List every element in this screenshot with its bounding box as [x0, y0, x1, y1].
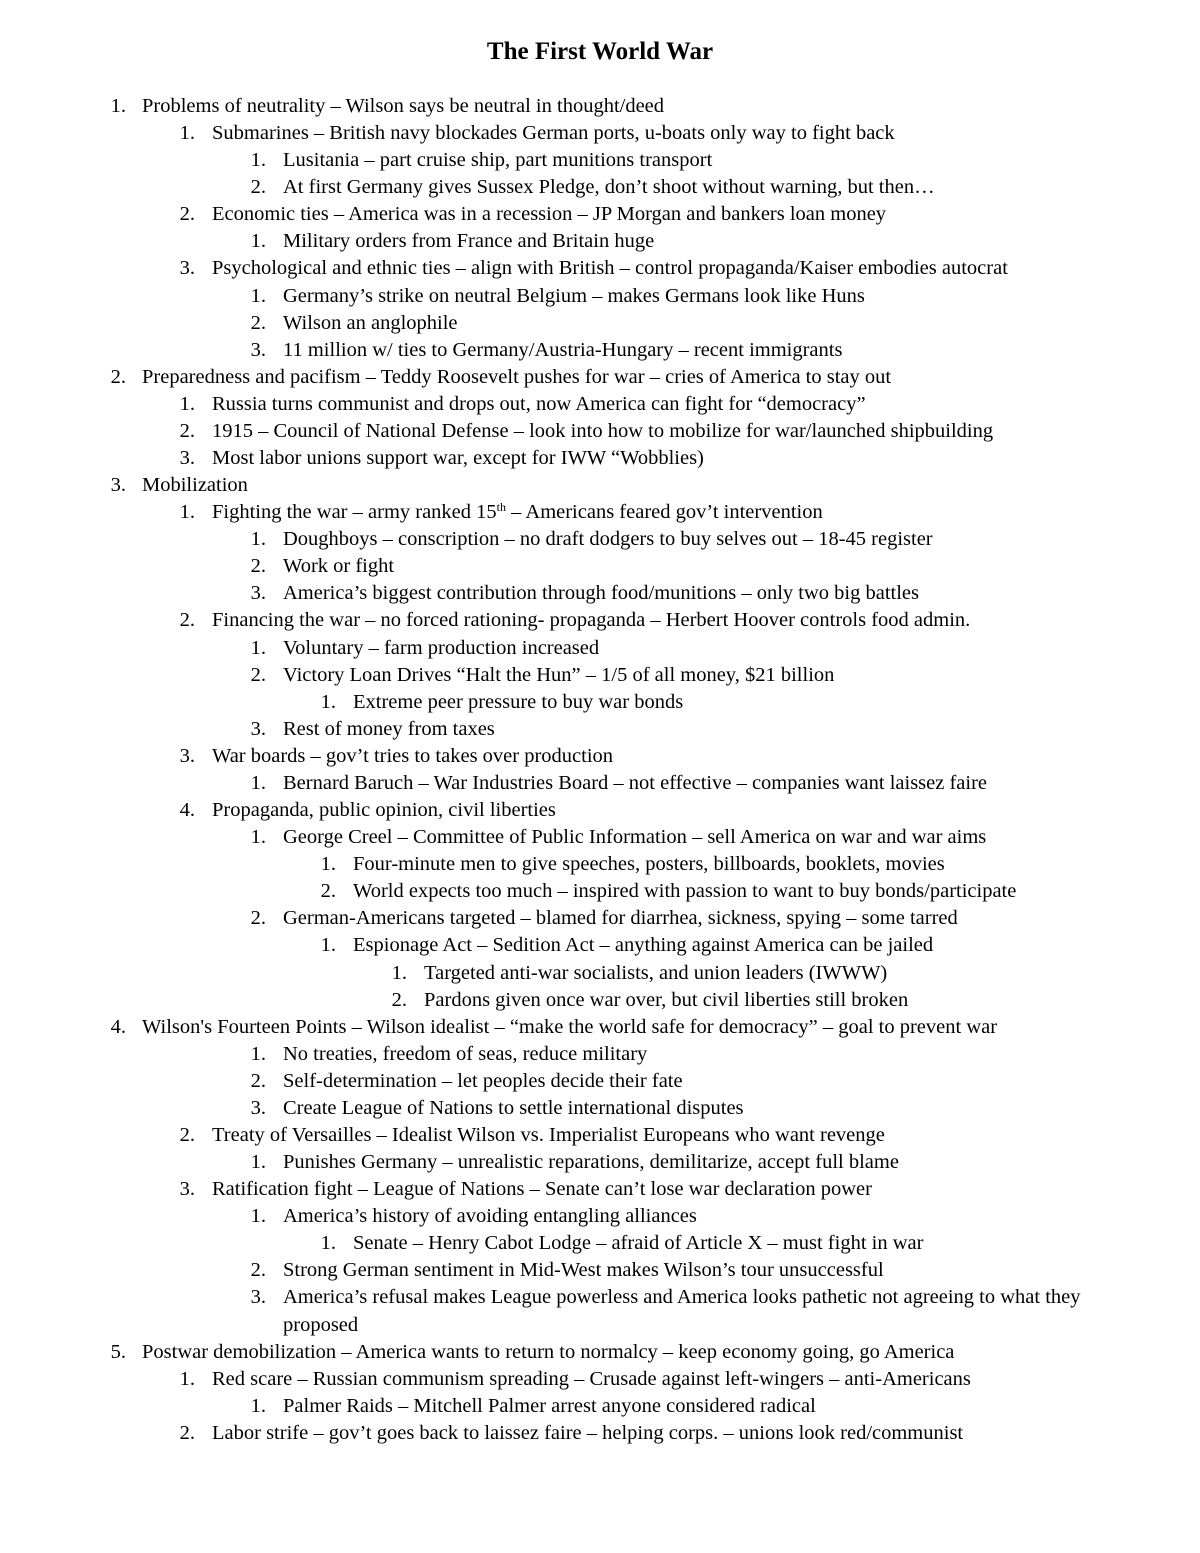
ordinal-superscript: th	[496, 500, 507, 515]
outline-item-number: 2.	[320, 880, 336, 903]
outline-item-text-main: Victory Loan Drives “Halt the Hun” – 1/5 of all money, $21 billion	[283, 663, 835, 686]
outline-item-text	[283, 310, 1113, 337]
outline-item-number: 3.	[179, 447, 195, 470]
outline-item	[0, 499, 1200, 526]
outline-item-text-main: Economic ties – America was in a recession – JP Morgan and bankers loan money	[212, 203, 887, 226]
outline-item	[0, 1366, 1200, 1393]
outline-item-text	[142, 93, 1142, 120]
outline-item-number: 3.	[179, 744, 195, 767]
outline-item-text-main: Doughboys – conscription – no draft dodgers to buy selves out – 18-45 register	[283, 528, 933, 551]
outline-item	[0, 960, 1200, 987]
outline-item-text	[283, 553, 1113, 580]
outline-item-number: 1.	[391, 961, 407, 984]
outline-item-text	[212, 607, 1172, 634]
outline-item-text-main: Treaty of Versailles – Idealist Wilson vs. Imperialist Europeans who want revenge	[212, 1123, 885, 1146]
outline-item-text-main: Wilson an anglophile	[283, 311, 458, 334]
outline-item-number: 2.	[250, 555, 266, 578]
page-title: The First World War	[486, 38, 714, 65]
outline-item-text	[142, 364, 1142, 391]
outline-item	[0, 526, 1200, 553]
outline-item-text-main: Problems of neutrality – Wilson says be neutral in thought/deed	[142, 95, 665, 117]
outline-item-text	[283, 147, 1113, 174]
outline-item-text-main: Most labor unions support war, except for IWW “Wobblies)	[212, 447, 704, 470]
outline-item-text-main: America’s biggest contribution through food/munitions – only two big battles	[283, 582, 920, 605]
outline-item-number: 4.	[110, 1015, 126, 1038]
outline-item-number: 1.	[250, 826, 266, 849]
outline-item-number: 3.	[110, 474, 126, 497]
outline-item-text	[283, 526, 1113, 553]
outline-item-text	[283, 716, 1113, 743]
outline-item-number: 1.	[250, 1151, 266, 1174]
outline-item-text	[353, 851, 1153, 878]
outline-item	[0, 120, 1200, 147]
outline-item	[0, 716, 1200, 743]
outline-item-text-main: Create League of Nations to settle international disputes	[283, 1096, 744, 1119]
outline-item-text	[283, 1393, 1113, 1420]
outline-item-text	[283, 905, 1113, 932]
outline-item-text-main: Labor strife – gov’t goes back to laissez faire – helping corps. – unions look red/communist	[212, 1421, 964, 1444]
outline-item-text-main: Russia turns communist and drops out, now America can fight for “democracy”	[212, 392, 866, 415]
outline-item-text-main: Ratification fight – League of Nations – Senate can’t lose war declaration power	[212, 1178, 872, 1201]
outline-item	[0, 310, 1200, 337]
outline-item-text	[283, 1095, 1113, 1122]
outline-item	[0, 1203, 1200, 1230]
outline-item-text	[212, 499, 1172, 526]
outline-item-number: 2.	[250, 311, 266, 334]
outline-item-text	[283, 228, 1113, 255]
outline-item-text-main: Senate – Henry Cabot Lodge – afraid of Article X – must fight in war	[353, 1232, 924, 1255]
outline-item	[0, 662, 1200, 689]
outline-item-text	[283, 1257, 1113, 1284]
outline-item-number: 1.	[179, 501, 195, 524]
outline-item-text-main: Extreme peer pressure to buy war bonds	[353, 690, 684, 713]
outline-item-text-main: Pardons given once war over, but civil liberties still broken	[424, 988, 909, 1011]
outline-item-text-main: Palmer Raids – Mitchell Palmer arrest anyone considered radical	[283, 1394, 816, 1417]
outline-item	[0, 905, 1200, 932]
outline-item-text-main: Propaganda, public opinion, civil liberties	[212, 799, 556, 822]
outline-item-text-main: Self-determination – let peoples decide their fate	[283, 1069, 683, 1092]
outline-item-number: 2.	[179, 203, 195, 226]
outline-item	[0, 689, 1200, 716]
outline-item-number: 2.	[250, 663, 266, 686]
outline-item-text	[283, 337, 1113, 364]
outline-item-number: 1.	[250, 230, 266, 253]
outline-item	[0, 93, 1200, 120]
outline-item-text	[212, 1122, 1172, 1149]
outline-item-text	[212, 201, 1172, 228]
outline-item	[0, 1284, 1200, 1338]
outline-item	[0, 635, 1200, 662]
outline-item-number: 2.	[179, 419, 195, 442]
outline-item-text	[283, 635, 1113, 662]
outline-item	[0, 201, 1200, 228]
outline-item-text-main: America’s history of avoiding entangling alliances	[283, 1205, 697, 1228]
outline-item	[0, 1149, 1200, 1176]
outline-item	[0, 851, 1200, 878]
outline-item	[0, 1257, 1200, 1284]
outline-item-text	[424, 987, 1164, 1014]
outline-item-text-main: Financing the war – no forced rationing- propaganda – Herbert Hoover controls food admin.	[212, 609, 971, 632]
outline-item-text	[353, 878, 1153, 905]
outline-item-text	[283, 1284, 1113, 1338]
outline-item-number: 3.	[250, 338, 266, 361]
outline-item-number: 1.	[250, 528, 266, 551]
outline-list	[0, 93, 1200, 1447]
outline-item	[0, 1176, 1200, 1203]
outline-item-text-main: Punishes Germany – unrealistic reparations, demilitarize, accept full blame	[283, 1151, 899, 1174]
outline-item-number: 4.	[179, 799, 195, 822]
outline-item-text	[353, 1230, 1153, 1257]
outline-item	[0, 987, 1200, 1014]
outline-item	[0, 1230, 1200, 1257]
outline-item	[0, 770, 1200, 797]
outline-item-number: 1.	[250, 771, 266, 794]
outline-item-text	[353, 689, 1153, 716]
outline-item-number: 1.	[250, 636, 266, 659]
outline-item-number: 1.	[179, 122, 195, 145]
outline-item-text-main: 1915 – Council of National Defense – look into how to mobilize for war/launched shipbuilding	[212, 419, 994, 442]
outline-item-text	[212, 1366, 1172, 1393]
outline-item-number: 1.	[250, 1394, 266, 1417]
outline-item-text-main: Voluntary – farm production increased	[283, 636, 600, 659]
outline-item	[0, 1339, 1200, 1366]
outline-item-text	[142, 1339, 1142, 1366]
outline-item-text-main: Work or fight	[283, 555, 395, 578]
outline-item-text	[142, 472, 1142, 499]
outline-item-text-main: Targeted anti-war socialists, and union leaders (IWWW)	[424, 961, 888, 984]
outline-item-number: 2.	[179, 1123, 195, 1146]
outline-item-text-main: Postwar demobilization – America wants to return to normalcy – keep economy going, go America	[142, 1340, 955, 1363]
outline-item	[0, 174, 1200, 201]
outline-item-text-main: Germany’s strike on neutral Belgium – makes Germans look like Huns	[283, 284, 865, 307]
outline-item	[0, 255, 1200, 282]
outline-item-text-main: George Creel – Committee of Public Information – sell America on war and war aims	[283, 826, 987, 849]
outline-item	[0, 472, 1200, 499]
outline-item	[0, 1014, 1200, 1041]
outline-item-text-main: Strong German sentiment in Mid-West makes Wilson’s tour unsuccessful	[283, 1259, 884, 1282]
outline-item-number: 5.	[110, 1340, 126, 1363]
outline-item-number: 1.	[179, 392, 195, 415]
outline-item	[0, 337, 1200, 364]
outline-item-number: 2.	[250, 1259, 266, 1282]
outline-item	[0, 445, 1200, 472]
outline-item-number: 3.	[250, 1096, 266, 1119]
outline-item	[0, 1122, 1200, 1149]
outline-item-text	[283, 580, 1113, 607]
outline-item-text	[283, 1041, 1113, 1068]
outline-item-number: 2.	[250, 1069, 266, 1092]
outline-item	[0, 932, 1200, 959]
outline-item	[0, 283, 1200, 310]
outline-item-text	[283, 283, 1113, 310]
outline-item-text-main: Bernard Baruch – War Industries Board – not effective – companies want laissez faire	[283, 771, 988, 794]
outline-item-text-main: Red scare – Russian communism spreading – Crusade against left-wingers – anti-Americans	[212, 1367, 971, 1390]
outline-item-number: 2.	[179, 1421, 195, 1444]
outline-item-text	[353, 932, 1153, 959]
outline-item	[0, 743, 1200, 770]
outline-item-text-main: Espionage Act – Sedition Act – anything against America can be jailed	[353, 934, 934, 957]
outline-item-text	[212, 418, 1172, 445]
outline-item-number: 1.	[250, 1042, 266, 1065]
outline-item-text-main: World expects too much – inspired with passion to want to buy bonds/participate	[353, 880, 1017, 903]
outline-item-text-main: No treaties, freedom of seas, reduce military	[283, 1042, 648, 1065]
outline-item-text-main: Mobilization	[142, 474, 248, 497]
outline-item-text-main: German-Americans targeted – blamed for diarrhea, sickness, spying – some tarred	[283, 907, 958, 930]
outline-item-text-after: – Americans feared gov’t intervention	[506, 501, 823, 524]
outline-item-text-main: Four-minute men to give speeches, posters, billboards, booklets, movies	[353, 853, 945, 876]
outline-item-text	[283, 1068, 1113, 1095]
outline-item-text-main: Wilson's Fourteen Points – Wilson idealist – “make the world safe for democracy” – goal to prevent war	[142, 1015, 998, 1038]
outline-item-text-main: At first Germany gives Sussex Pledge, don’t shoot without warning, but then…	[283, 176, 935, 199]
outline-item-text-main: America’s refusal makes League powerless and America looks pathetic not agreeing to what they proposed	[283, 1286, 1081, 1336]
outline-item-number: 1.	[320, 690, 336, 713]
outline-item	[0, 1393, 1200, 1420]
outline-item	[0, 364, 1200, 391]
outline-item	[0, 1420, 1200, 1447]
outline-item	[0, 1041, 1200, 1068]
outline-item-text	[283, 1203, 1113, 1230]
outline-item-text	[283, 174, 1113, 201]
outline-item	[0, 580, 1200, 607]
outline-item-number: 1.	[250, 149, 266, 172]
outline-item-text-main: Fighting the war – army ranked 15	[212, 501, 497, 524]
outline-item-number: 3.	[250, 1286, 266, 1309]
outline-item-number: 2.	[179, 609, 195, 632]
outline-item-text	[424, 960, 1164, 987]
outline-item-text-main: Preparedness and pacifism – Teddy Roosevelt pushes for war – cries of America to stay out	[142, 365, 892, 388]
outline-item-number: 2.	[250, 176, 266, 199]
outline-item-number: 1.	[320, 1232, 336, 1255]
outline-item-text-main: Rest of money from taxes	[283, 717, 495, 740]
outline-item	[0, 607, 1200, 634]
outline-item-text	[212, 1420, 1172, 1447]
outline-item	[0, 824, 1200, 851]
outline-item-text	[142, 1014, 1142, 1041]
outline-item-text	[212, 445, 1172, 472]
outline-item-number: 3.	[250, 582, 266, 605]
outline-item-text-main: Military orders from France and Britain huge	[283, 230, 655, 253]
outline-item-text-main: Submarines – British navy blockades German ports, u-boats only way to fight back	[212, 122, 895, 145]
outline-item-number: 1.	[320, 853, 336, 876]
outline-item-text	[212, 255, 1172, 282]
outline-item-text-main: Lusitania – part cruise ship, part munitions transport	[283, 149, 713, 172]
outline-item-number: 1.	[250, 1205, 266, 1228]
outline-item-text	[212, 120, 1172, 147]
outline-item	[0, 797, 1200, 824]
outline-item-text	[283, 1149, 1113, 1176]
outline-item-number: 1.	[320, 934, 336, 957]
outline-item-number: 3.	[250, 717, 266, 740]
outline-item-number: 3.	[179, 257, 195, 280]
outline-item-number: 2.	[250, 907, 266, 930]
outline-item	[0, 1068, 1200, 1095]
outline-item-number: 1.	[179, 1367, 195, 1390]
outline-item-text-main: 11 million w/ ties to Germany/Austria-Hungary – recent immigrants	[283, 338, 843, 361]
outline-item	[0, 147, 1200, 174]
outline-item	[0, 228, 1200, 255]
outline-item-number: 1.	[110, 95, 126, 117]
outline-item	[0, 553, 1200, 580]
outline-item-text	[283, 824, 1113, 851]
outline-item-number: 2.	[110, 365, 126, 388]
outline-item	[0, 878, 1200, 905]
outline-item-text	[212, 743, 1172, 770]
outline-item-number: 1.	[250, 284, 266, 307]
outline-item	[0, 418, 1200, 445]
outline-item-text-main: Psychological and ethnic ties – align with British – control propaganda/Kaiser embodies autocrat	[212, 257, 1008, 280]
outline-item	[0, 391, 1200, 418]
outline-item-text	[212, 797, 1172, 824]
outline-item-text	[212, 391, 1172, 418]
outline-item-text	[283, 662, 1113, 689]
outline-item-text	[283, 770, 1113, 797]
outline-item-number: 3.	[179, 1178, 195, 1201]
outline-item-text	[212, 1176, 1172, 1203]
outline-item-number: 2.	[391, 988, 407, 1011]
outline-item	[0, 1095, 1200, 1122]
outline-item-text-main: War boards – gov’t tries to takes over production	[212, 744, 614, 767]
